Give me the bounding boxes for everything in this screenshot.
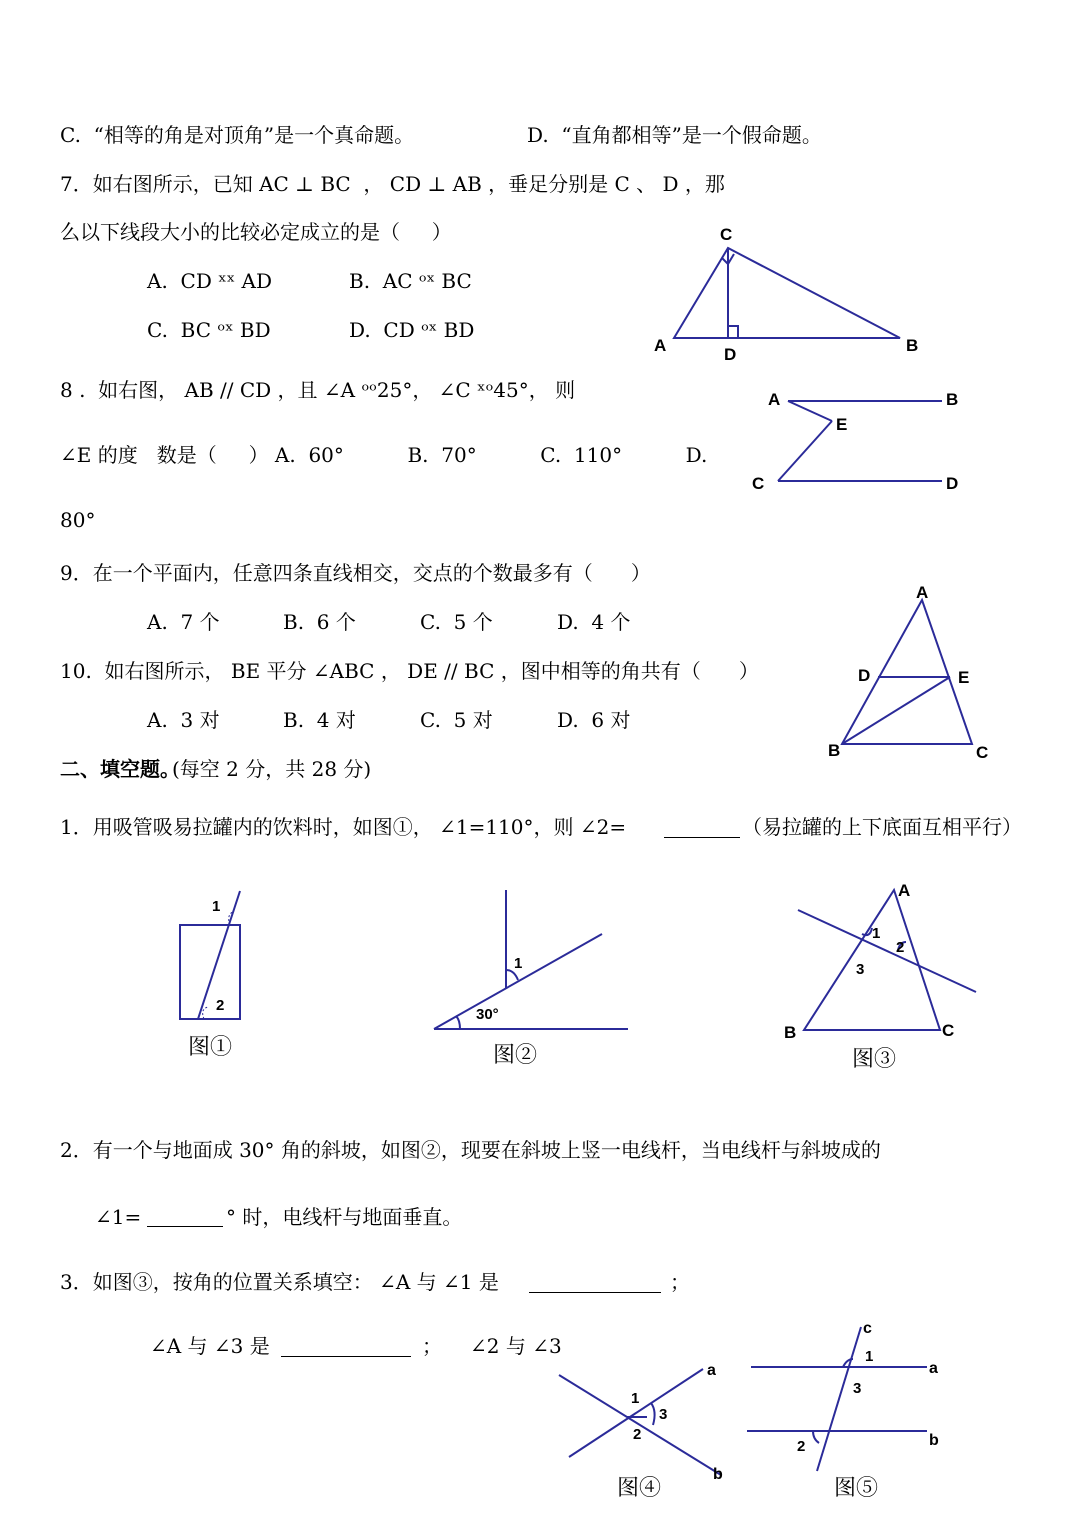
q9-option-d: D. 4 个 (557, 610, 631, 634)
q6-option-c: C. “相等的角是对顶角”是一个真命题。 (60, 123, 415, 147)
q7-stem-line1: 7．如右图所示，已知 AC ⊥ BC ， CD ⊥ AB ，垂足分别是 C 、 D ，那 (60, 172, 725, 196)
fill3-line2-sep: ； (422, 1334, 442, 1358)
q7-option-a: A. CD ˣˣ AD (147, 269, 272, 293)
fill3-answer-blank-2[interactable] (281, 1356, 411, 1357)
q10-label-e: E (958, 668, 970, 687)
q8-figure (750, 385, 980, 495)
fig1-label-2: 2 (216, 997, 225, 1014)
fill2-line2-end: ° 时，电线杆与地面垂直。 (226, 1205, 463, 1229)
q9-option-b: B. 6 个 (283, 610, 356, 634)
q7-label-b: B (906, 336, 919, 355)
fig4-label-a: a (707, 1362, 716, 1379)
figure-3-caption: 图③ (852, 1047, 897, 1072)
figure-1-caption: 图① (188, 1035, 233, 1060)
fill2-line1: 2．有一个与地面成 30° 角的斜坡，如图②，现要在斜坡上竖一电线杆，当电线杆与斜坡成的 (60, 1138, 881, 1162)
q7-label-c: C (720, 225, 733, 244)
fig3-label-1: 1 (872, 925, 881, 942)
fig4-label-1: 1 (631, 1390, 640, 1407)
fill1-tail: （易拉罐的上下底面互相平行） (742, 815, 1022, 839)
fill1-answer-blank[interactable] (664, 837, 740, 838)
q9-option-c: C. 5 个 (420, 610, 493, 634)
fig4-label-3: 3 (659, 1406, 668, 1423)
q8-label-b: B (946, 390, 959, 409)
q7-figure (650, 218, 930, 368)
q10-label-b: B (828, 741, 841, 760)
q10-option-d: D. 6 对 (557, 708, 631, 732)
fig5-label-2: 2 (797, 1438, 806, 1455)
fill1-text: 1．用吸管吸易拉罐内的饮料时，如图①， ∠1=110°，则 ∠2= (60, 815, 627, 839)
q10-option-a: A. 3 对 (147, 708, 220, 732)
q10-label-d: D (858, 666, 871, 685)
fig2-label-1: 1 (514, 955, 523, 972)
fig4-label-b: b (713, 1466, 723, 1483)
q10-option-b: B. 4 对 (283, 708, 356, 732)
fill3-line1-end: ； (670, 1270, 690, 1294)
fig4-label-2: 2 (633, 1426, 642, 1443)
q10-option-c: C. 5 对 (420, 708, 493, 732)
fig3-label-3: 3 (856, 961, 865, 978)
q9-stem: 9．在一个平面内，任意四条直线相交，交点的个数最多有（ ） (60, 561, 651, 585)
fig3-label-b: B (784, 1023, 797, 1042)
figure-2 (430, 888, 635, 1038)
q8-label-e: E (836, 415, 848, 434)
fig5-label-3: 3 (853, 1380, 862, 1397)
figure-5-caption: 图⑤ (834, 1476, 879, 1501)
fig5-label-a: a (929, 1360, 938, 1377)
q9-option-a: A. 7 个 (147, 610, 220, 634)
q7-option-d: D. CD ᵒˣ BD (349, 318, 475, 342)
q7-label-d: D (724, 345, 737, 364)
figure-2-caption: 图② (493, 1043, 538, 1068)
q7-option-b: B. AC ᵒˣ BC (349, 269, 472, 293)
fig3-label-2: 2 (896, 939, 905, 956)
fill3-answer-blank-1[interactable] (529, 1292, 661, 1293)
q10-label-a: A (916, 583, 929, 602)
q7-label-a: A (654, 336, 667, 355)
fig3-label-c: C (942, 1021, 955, 1040)
q8-label-c: C (752, 474, 765, 493)
q7-option-c: C. BC ᵒˣ BD (147, 318, 271, 342)
figure-5 (745, 1315, 950, 1475)
fig5-label-b: b (929, 1432, 939, 1449)
q8-label-d: D (946, 474, 959, 493)
fill2-line2-start: ∠1= (95, 1205, 142, 1229)
q6-option-d: D. “直角都相等”是一个假命题。 (527, 123, 822, 147)
q10-figure (820, 580, 1000, 765)
q8-stem-line1: 8 . 如右图， AB // CD ，且 ∠A ᵒᵒ25°， ∠C ˣᵒ45°， 则 (60, 378, 576, 402)
q7-stem-line2: 么以下线段大小的比较必定成立的是（ ） (60, 220, 452, 244)
q10-stem: 10. 如右图所示， BE 平分 ∠ABC ， DE // BC ，图中相等的角共有（ ） (60, 659, 759, 683)
figure-4 (555, 1355, 735, 1485)
fill3-line1-start: 3．如图③，按角的位置关系填空： ∠A 与 ∠1 是 (60, 1270, 499, 1294)
fig1-label-1: 1 (212, 898, 221, 915)
q8-stem-line2: ∠E 的度 数是（ ） A. 60° B. 70° C. 110° D. (60, 443, 708, 467)
fill3-line2-start: ∠A 与 ∠3 是 (150, 1334, 270, 1358)
fill2-answer-blank[interactable] (147, 1226, 223, 1227)
section-2-title: 二、填空题。 (60, 757, 180, 781)
figure-3 (780, 880, 980, 1045)
section-2-note: (每空 2 分，共 28 分) (172, 757, 372, 781)
fig5-label-c: c (863, 1320, 872, 1337)
q8-label-a: A (768, 390, 781, 409)
figure-1 (170, 885, 260, 1025)
q8-stem-line3: 80° (60, 508, 96, 532)
fig5-label-1: 1 (865, 1348, 874, 1365)
fig2-label-angle: 30° (476, 1006, 499, 1023)
fill3-line2-end: ∠2 与 ∠3 (470, 1334, 562, 1358)
q10-label-c: C (976, 743, 989, 762)
figure-4-caption: 图④ (617, 1476, 662, 1501)
fig3-label-a: A (898, 881, 911, 900)
